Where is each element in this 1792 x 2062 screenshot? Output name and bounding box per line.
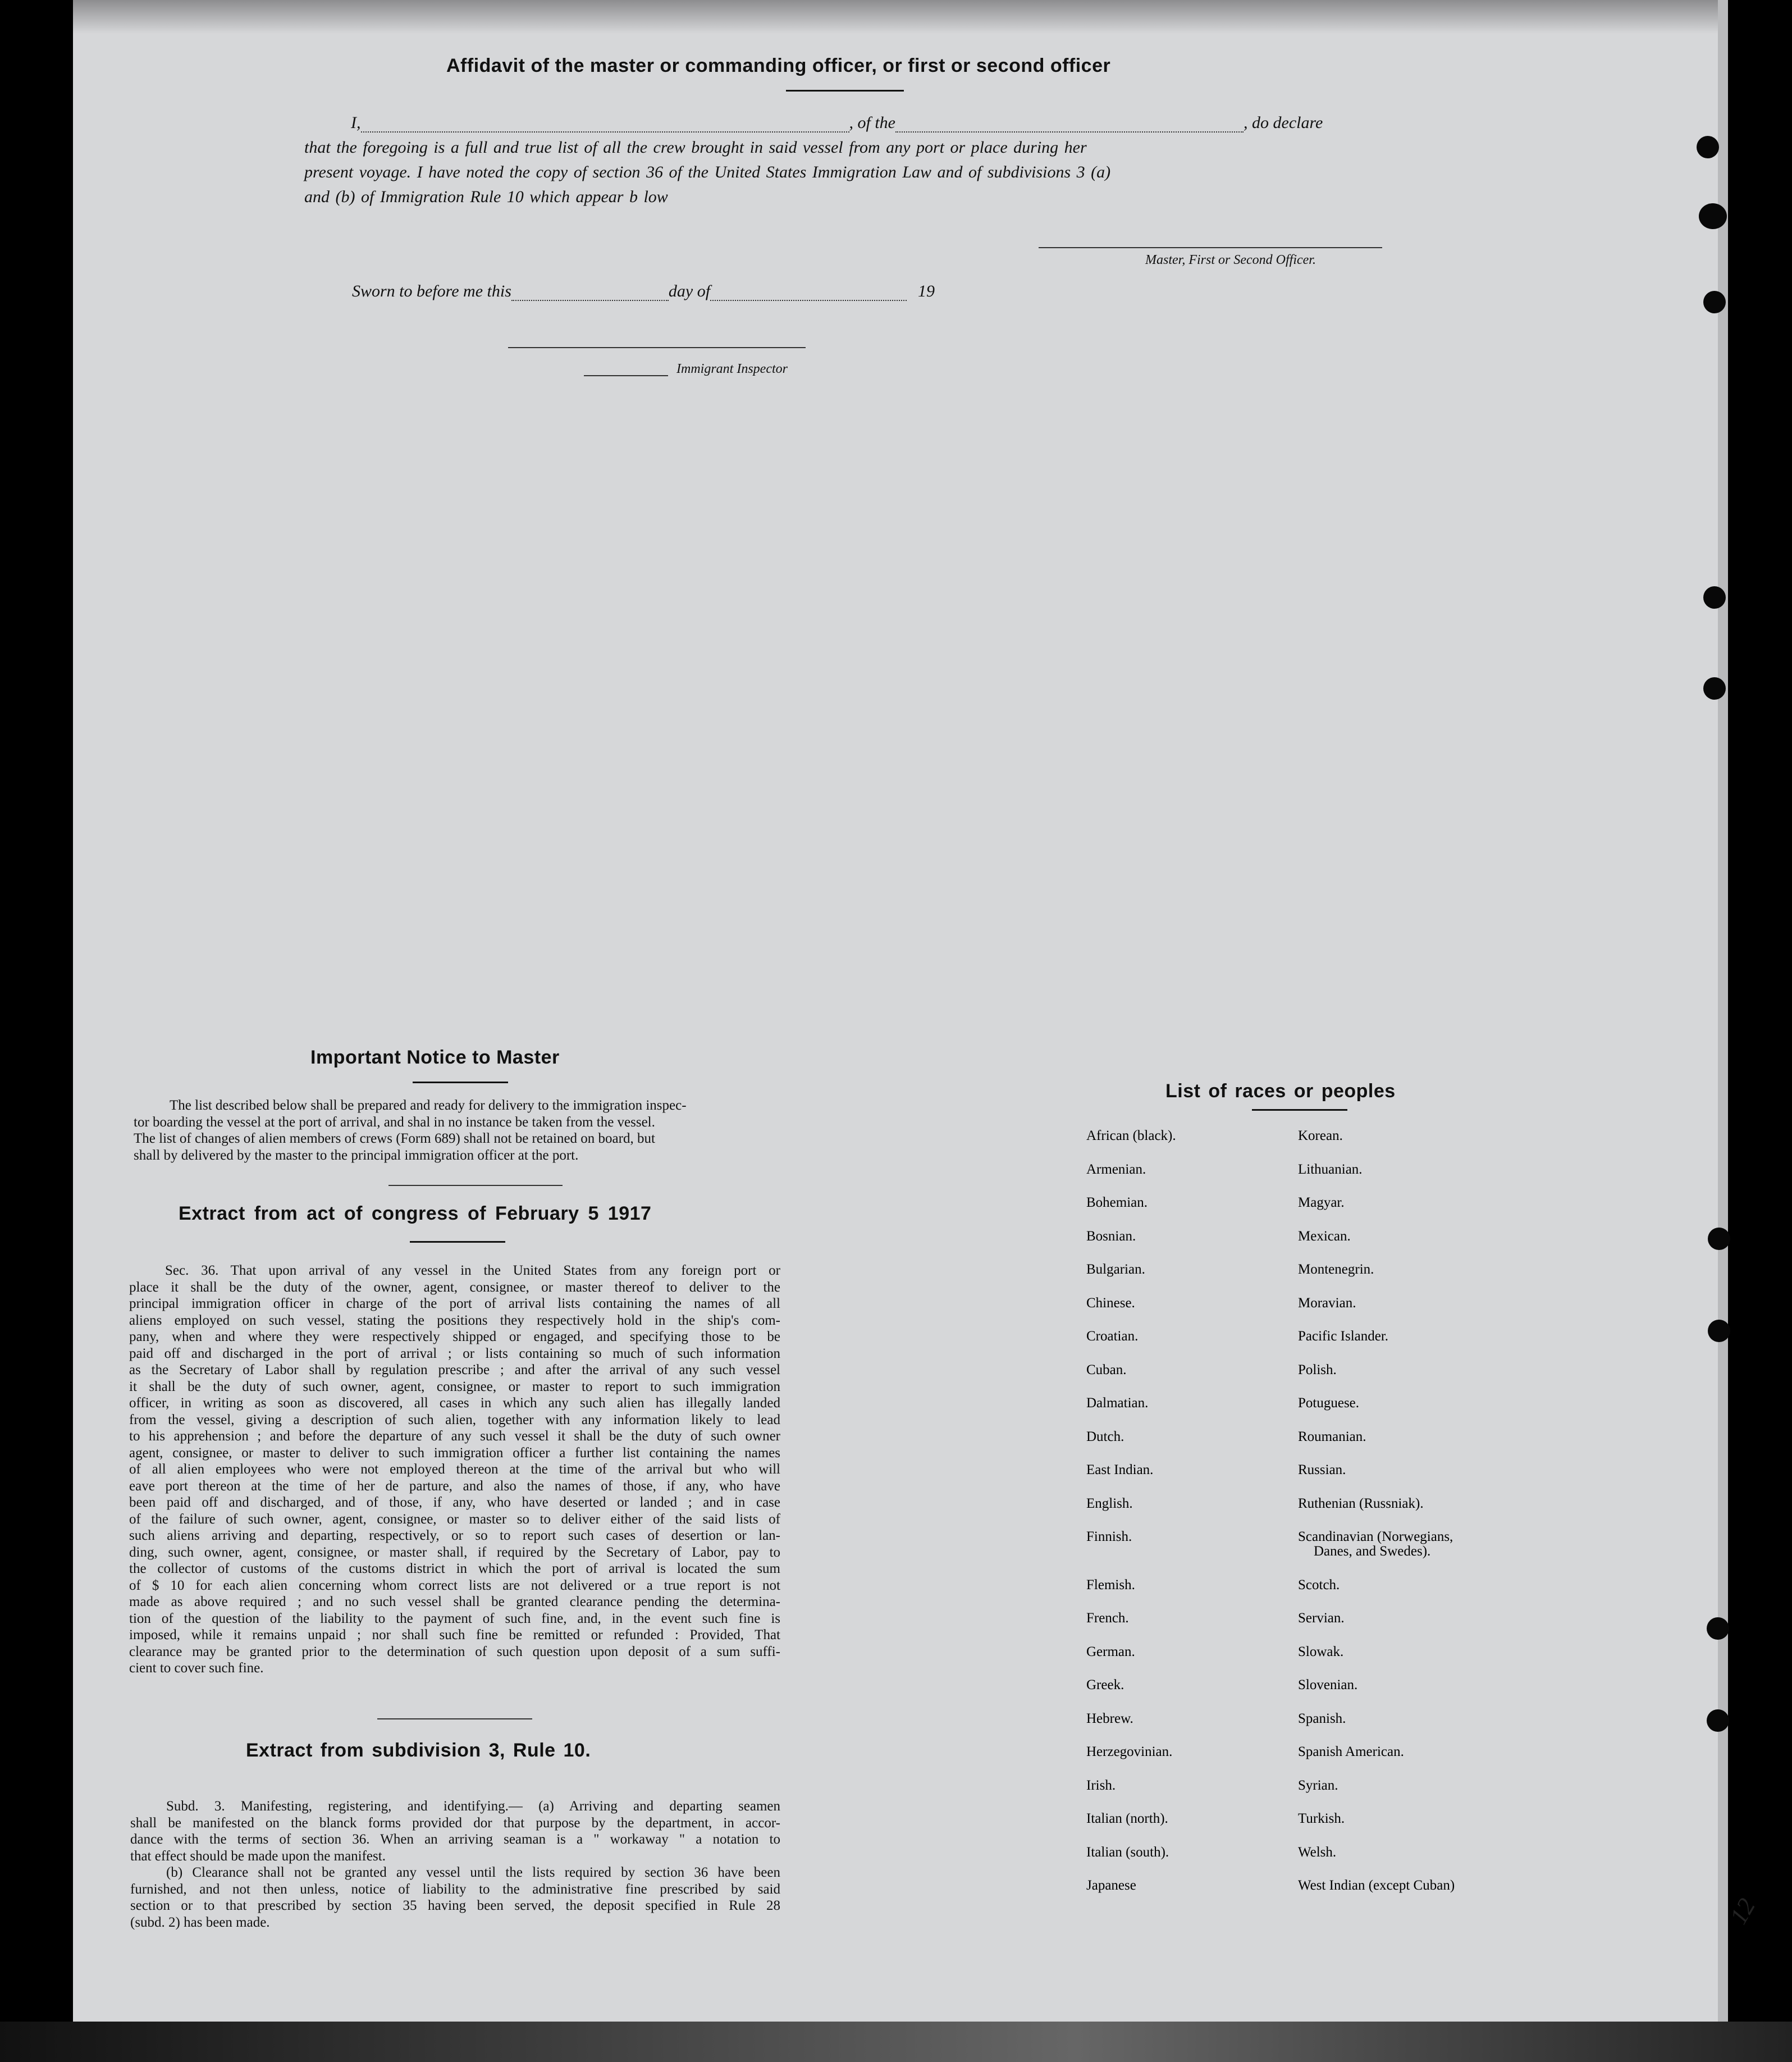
races-underline xyxy=(1252,1109,1347,1111)
race-item: West Indian (except Cuban) xyxy=(1298,1878,1455,1893)
race-item: Dutch. xyxy=(1086,1429,1124,1444)
race-item: Bosnian. xyxy=(1086,1229,1136,1244)
punch-hole xyxy=(1707,1617,1729,1640)
divider xyxy=(377,1718,532,1719)
rule-10-text xyxy=(130,1798,780,1931)
text-line: dance with the terms of section 36. When an arriving seaman is a " workaway " a notation to xyxy=(130,1832,780,1847)
race-item: French. xyxy=(1086,1611,1129,1626)
declare-i: I, xyxy=(351,113,361,132)
race-item: Slowak. xyxy=(1298,1644,1344,1659)
race-item: Chinese. xyxy=(1086,1295,1135,1311)
race-item: Moravian. xyxy=(1298,1295,1356,1311)
text-line: imposed, while it remains unpaid ; nor shall such fine be remitted or refunded : Provided, That xyxy=(129,1627,780,1643)
punch-hole xyxy=(1703,291,1726,313)
signature-label: Master, First or Second Officer. xyxy=(1145,253,1316,267)
notice-text xyxy=(134,1097,783,1164)
race-item: East Indian. xyxy=(1086,1462,1154,1477)
race-item: Bohemian. xyxy=(1086,1195,1148,1210)
race-item: Flemish. xyxy=(1086,1577,1135,1593)
divider xyxy=(388,1185,563,1186)
punch-hole xyxy=(1708,1320,1730,1342)
punch-hole xyxy=(1699,203,1727,229)
race-item: Turkish. xyxy=(1298,1811,1345,1826)
text-line: to his apprehension ; and before the departure of any such vessel it shall be the duty of such owner xyxy=(129,1429,780,1444)
text-line: such aliens arriving and departing, respectively, or so to report such cases of desertion or lan- xyxy=(129,1528,780,1543)
text-line: agent, consignee, or master to deliver to such immigration officer a further list containing the names xyxy=(129,1445,780,1461)
notice-line: shall by delivered by the master to the principal immigration officer at the port. xyxy=(134,1147,579,1163)
text-line: that effect should be made upon the manifest. xyxy=(130,1848,386,1864)
text-line: place it shall be the duty of the owner, agent, consignee, or master thereof to deliver to the xyxy=(129,1279,780,1295)
text-line: Subd. 3. Manifesting, registering, and identifying.— (a) Arriving and departing seamen xyxy=(166,1799,780,1814)
affidavit-title: Affidavit of the master or commanding officer, or first or second officer xyxy=(446,55,1111,76)
race-item: Korean. xyxy=(1298,1128,1343,1143)
text-line: cient to cover such fine. xyxy=(129,1660,264,1676)
act-underline xyxy=(410,1241,505,1243)
punch-hole xyxy=(1708,1228,1730,1250)
text-line: it shall be the duty of such owner, agent, consignee, or master to report to such immigration xyxy=(129,1379,780,1394)
text-line: ding, such owner, agent, consignee, or master shall, if required by the Secretary of Labor, pay to xyxy=(129,1544,780,1560)
text-line: aliens employed on such vessel, stating the positions they respectively hold in the ship's com- xyxy=(129,1312,780,1328)
title-underline xyxy=(786,90,904,92)
race-item: German. xyxy=(1086,1644,1135,1659)
notice-line: The list of changes of alien members of crews (Form 689) shall not be retained on board, but xyxy=(134,1131,655,1146)
sworn-day-of: day of xyxy=(668,282,711,300)
race-item: Spanish American. xyxy=(1298,1744,1404,1759)
race-item: Italian (north). xyxy=(1086,1811,1168,1826)
inspector-label: Immigrant Inspector xyxy=(676,362,788,376)
act-title: Extract from act of congress of February 5 1917 xyxy=(179,1203,652,1224)
inspector-short-line xyxy=(584,375,668,376)
race-item: Potuguese. xyxy=(1298,1395,1360,1411)
text-line: made as above required ; and no such vessel shall be granted clearance pending the determina- xyxy=(129,1594,780,1609)
race-item: English. xyxy=(1086,1496,1133,1511)
sworn-text: Sworn to before me this xyxy=(352,282,511,300)
race-item: Japanese xyxy=(1086,1878,1136,1893)
race-item: Russian. xyxy=(1298,1462,1346,1477)
race-item: Greek. xyxy=(1086,1677,1124,1693)
punch-hole xyxy=(1697,136,1719,158)
text-line: of $ 10 for each alien concerning whom correct lists are not delivered or a true report is not xyxy=(129,1577,780,1593)
text-line: of all alien employees who were not employed thereon at the time of the arrival but who will xyxy=(129,1462,780,1477)
text-line: officer, in writing as soon as discovered, all cases in which any such alien has illegally landed xyxy=(129,1395,780,1411)
text-line: clearance may be granted prior to the determination of such question upon deposit of a sum suffi- xyxy=(129,1644,780,1659)
text-line: furnished, and not then unless, notice of liability to the administrative fine prescribed by said xyxy=(130,1881,780,1897)
name-blank[interactable] xyxy=(361,131,849,133)
sworn-line xyxy=(352,282,935,301)
text-line: from the vessel, giving a description of such alien, together with any information likely to lead xyxy=(129,1412,780,1427)
punch-hole xyxy=(1707,1709,1729,1732)
race-item: Montenegrin. xyxy=(1298,1262,1374,1277)
text-line: the collector of customs of the customs district in which the port of arrival is located the sum xyxy=(129,1561,780,1576)
punch-hole xyxy=(1703,586,1726,609)
race-item: Danes, and Swedes). xyxy=(1314,1544,1431,1559)
declare-of-the: , of the xyxy=(849,113,895,132)
affidavit-body-3: and (b) of Immigration Rule 10 which appear b low xyxy=(304,188,668,206)
affidavit-body-1: that the foregoing is a full and true list of all the crew brought in said vessel from any port or place during her xyxy=(304,138,1087,157)
race-item: African (black). xyxy=(1086,1128,1176,1143)
act-section-36-text xyxy=(129,1262,780,1677)
day-blank[interactable] xyxy=(511,299,669,301)
race-item: Italian (south). xyxy=(1086,1845,1169,1860)
text-line: tion of the question of the liability to the payment of such fine, and, in the event such fine is xyxy=(129,1611,780,1626)
race-item: Armenian. xyxy=(1086,1162,1146,1177)
notice-line: tor boarding the vessel at the port of arrival, and shal in no instance be taken from the vessel. xyxy=(134,1114,655,1130)
rule-title: Extract from subdivision 3, Rule 10. xyxy=(246,1740,591,1761)
text-line: Sec. 36. That upon arrival of any vessel in the United States from any foreign port or xyxy=(165,1263,780,1278)
race-item: Herzegovinian. xyxy=(1086,1744,1173,1759)
page-bottom-edge xyxy=(0,2022,1792,2062)
notice-underline xyxy=(413,1082,508,1083)
text-line: paid off and discharged in the port of arrival ; or lists containing so much of such information xyxy=(129,1345,780,1361)
text-line: (b) Clearance shall not be granted any vessel until the lists required by section 36 have been xyxy=(166,1865,780,1880)
text-line: pany, when and where they were respectively shipped or engaged, and specifying those to be xyxy=(129,1329,780,1344)
affidavit-body-2: present voyage. I have noted the copy of section 36 of the United States Immigration Law and of subdivisions 3 (a) xyxy=(304,163,1111,181)
signature-line[interactable] xyxy=(1039,247,1382,248)
top-edge-shadow xyxy=(73,0,1728,34)
declare-end: , do declare xyxy=(1244,113,1323,132)
race-item: Pacific Islander. xyxy=(1298,1329,1389,1344)
month-blank[interactable] xyxy=(710,299,907,301)
vessel-blank[interactable] xyxy=(895,131,1244,133)
race-item: Ruthenian (Russniak). xyxy=(1298,1496,1424,1511)
sworn-year: 19 xyxy=(918,282,935,300)
text-line: of the failure of such owner, agent, consignee, or master so to deliver either of the said lists of xyxy=(129,1511,780,1527)
race-item: Cuban. xyxy=(1086,1362,1127,1377)
text-line: as the Secretary of Labor shall by regulation prescribe ; and after the arrival of any such vessel xyxy=(129,1362,780,1377)
race-item: Croatian. xyxy=(1086,1329,1139,1344)
notice-line: The list described below shall be prepared and ready for delivery to the immigration inspec- xyxy=(170,1098,687,1113)
race-item: Roumanian. xyxy=(1298,1429,1366,1444)
inspector-signature-line[interactable] xyxy=(508,347,806,348)
race-item: Servian. xyxy=(1298,1611,1345,1626)
races-title: List of races or peoples xyxy=(1165,1080,1396,1102)
race-item: Finnish. xyxy=(1086,1529,1132,1544)
document-page xyxy=(73,0,1728,2034)
text-line: section or to that prescribed by section 35 having been served, the deposit specified in Rule 28 xyxy=(130,1898,780,1913)
race-item: Syrian. xyxy=(1298,1778,1338,1793)
race-item: Scandinavian (Norwegians, xyxy=(1298,1529,1453,1544)
race-item: Spanish. xyxy=(1298,1711,1346,1726)
text-line: been paid off and discharged, and of those, if any, who have deserted or landed ; and in case xyxy=(129,1495,780,1510)
race-item: Dalmatian. xyxy=(1086,1395,1149,1411)
text-line: eave port thereon at the time of her de parture, and also the names of those, if any, who have xyxy=(129,1478,780,1494)
race-item: Irish. xyxy=(1086,1778,1116,1793)
race-item: Polish. xyxy=(1298,1362,1337,1377)
race-item: Hebrew. xyxy=(1086,1711,1133,1726)
race-item: Bulgarian. xyxy=(1086,1262,1145,1277)
text-line: principal immigration officer in charge of the port of arrival lists containing the names of all xyxy=(129,1296,780,1311)
race-item: Scotch. xyxy=(1298,1577,1340,1593)
race-item: Slovenian. xyxy=(1298,1677,1358,1693)
race-item: Magyar. xyxy=(1298,1195,1345,1210)
race-item: Lithuanian. xyxy=(1298,1162,1363,1177)
text-line: shall be manifested on the blanck forms provided dor that purpose by the department, in accor- xyxy=(130,1815,780,1831)
punch-hole xyxy=(1703,677,1726,700)
race-item: Welsh. xyxy=(1298,1845,1337,1860)
affidavit-declare-line xyxy=(351,113,1323,133)
text-line: (subd. 2) has been made. xyxy=(130,1914,270,1930)
notice-title: Important Notice to Master xyxy=(310,1047,560,1068)
margin-note: 12 xyxy=(1724,1894,1761,1929)
race-item: Mexican. xyxy=(1298,1229,1351,1244)
